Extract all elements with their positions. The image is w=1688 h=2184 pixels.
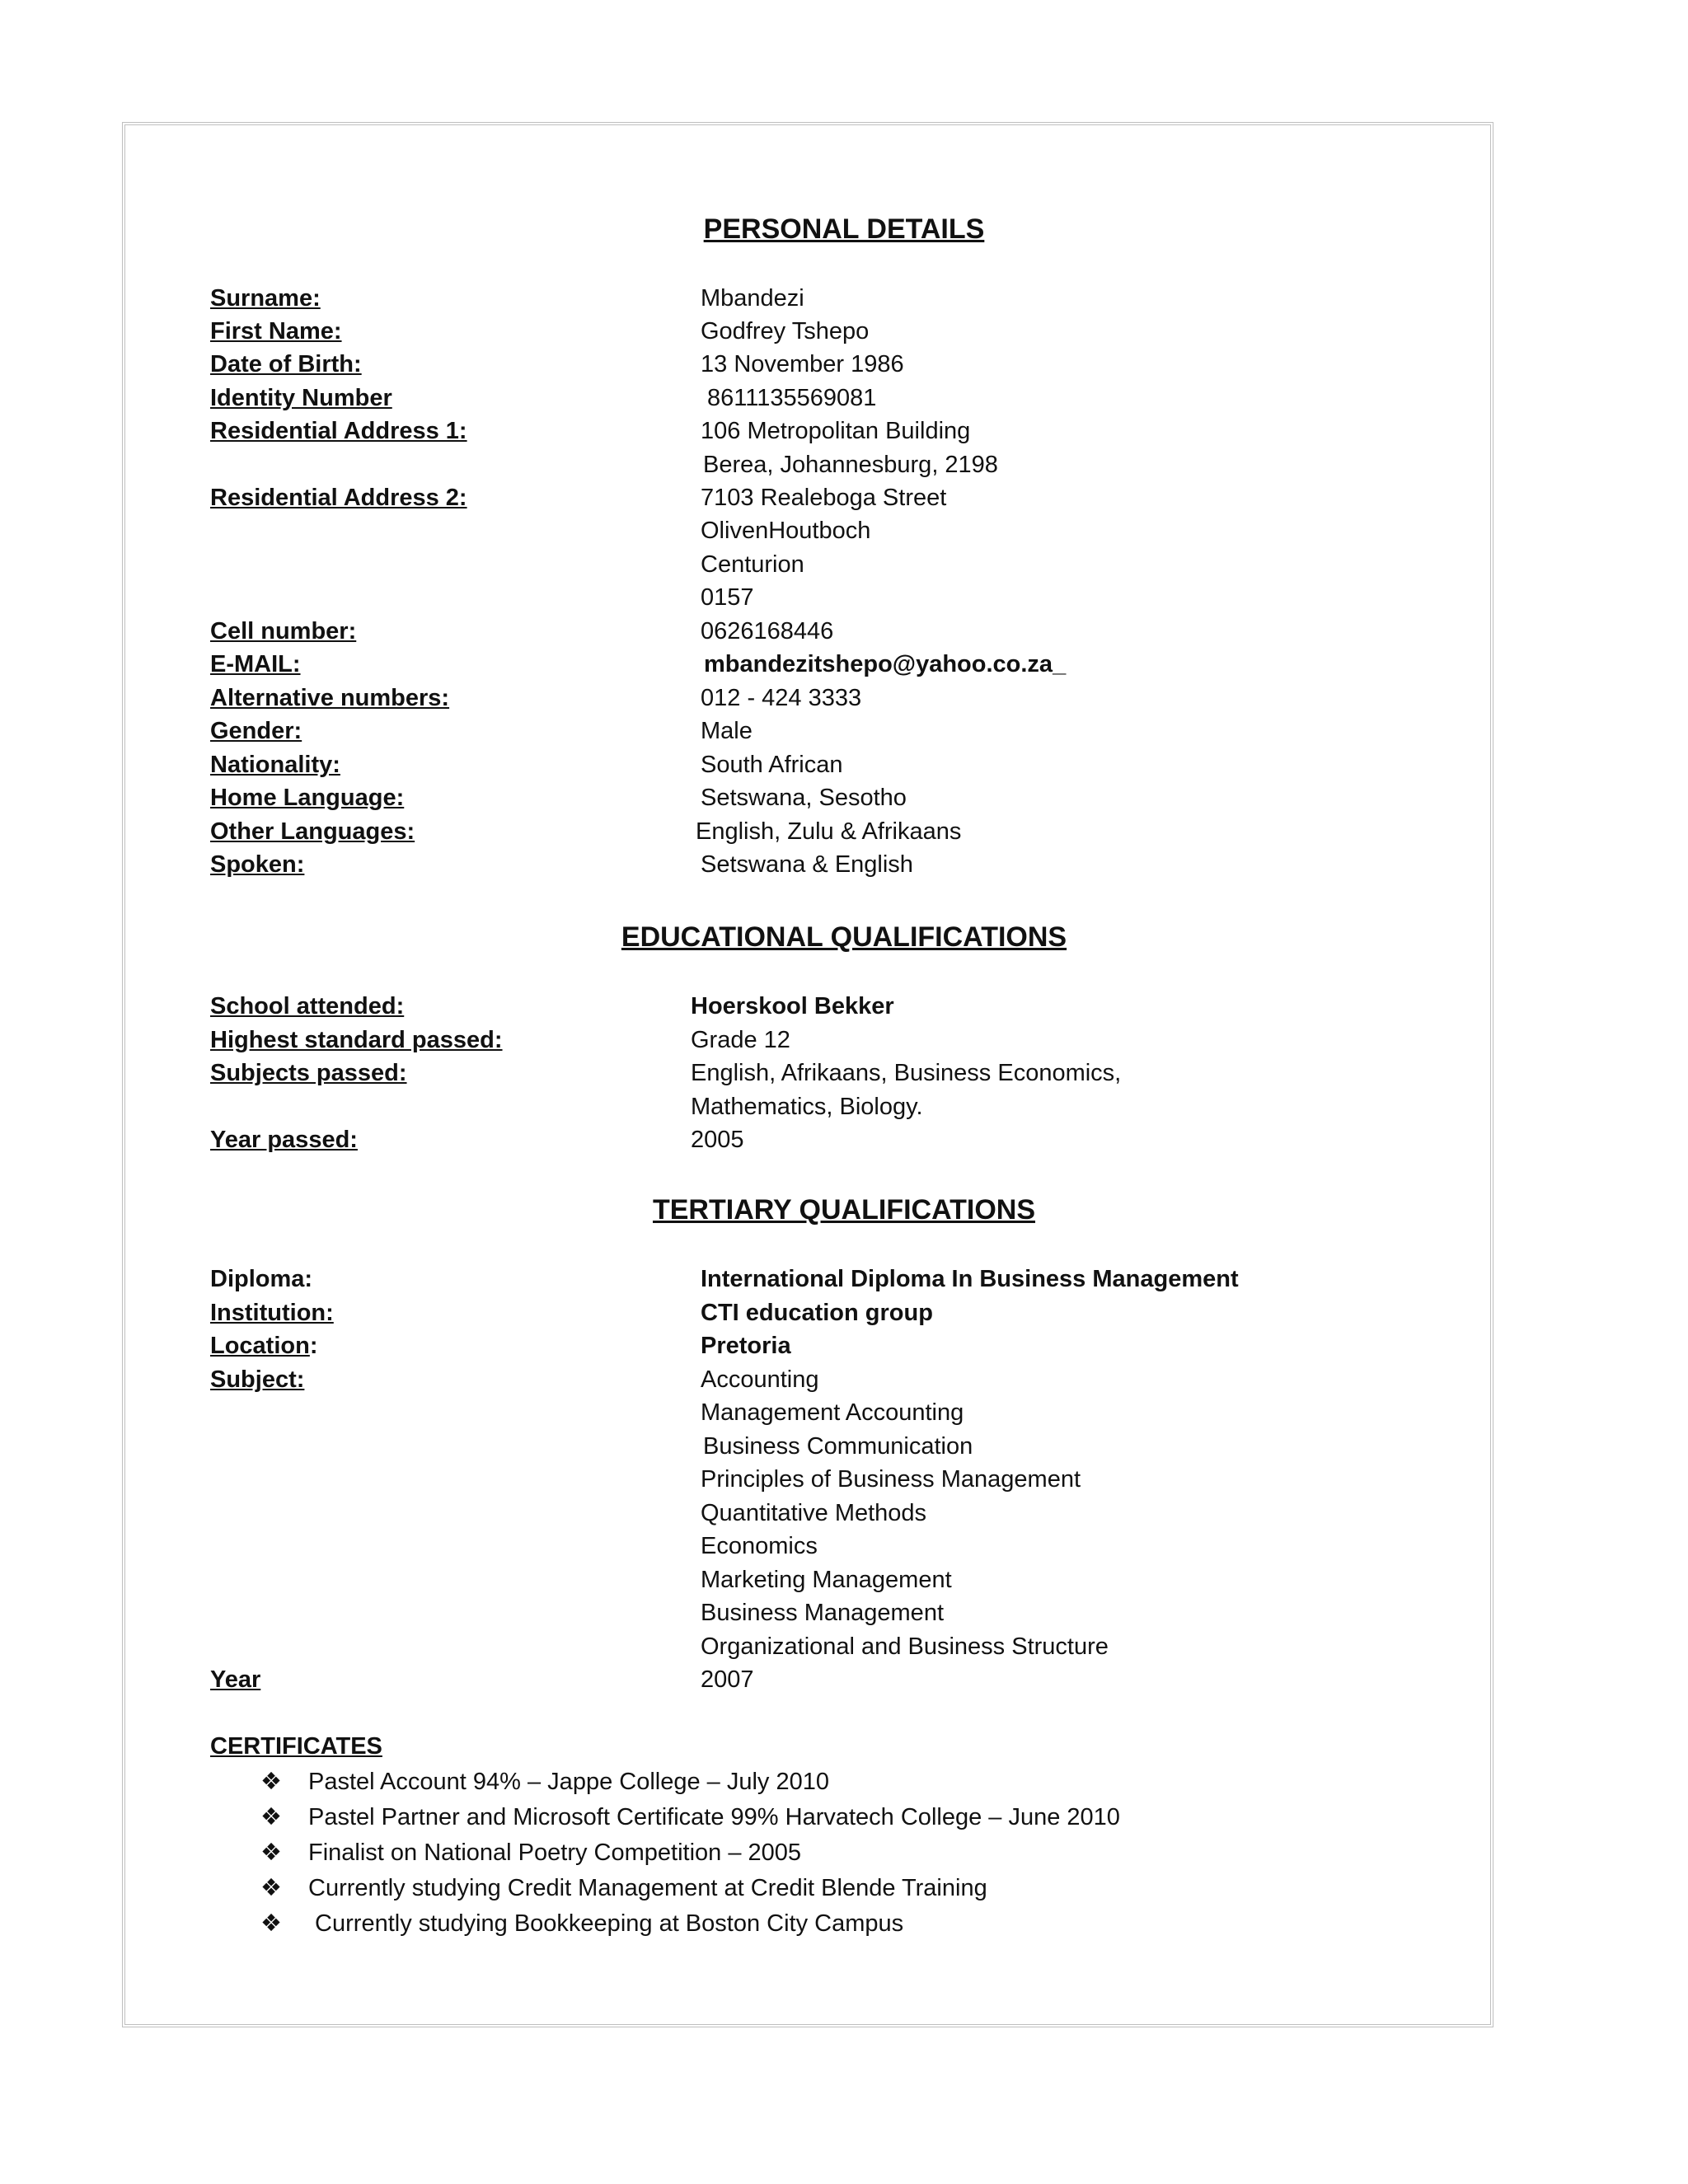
first-name-label: First Name: (210, 318, 342, 344)
tertiary-year-value: 2007 (701, 1666, 754, 1693)
location-label: Location: (210, 1333, 318, 1359)
home-language-value: Setswana, Sesotho (701, 785, 907, 811)
year-passed-label: Year passed: (210, 1127, 358, 1153)
spoken-value: Setswana & English (701, 851, 913, 878)
cell-label: Cell number: (210, 618, 357, 644)
certificate-item: Finalist on National Poetry Competition – 2005 (308, 1840, 802, 1866)
education-heading: EDUCATIONAL QUALIFICATIONS (621, 921, 1067, 953)
diploma-label: Diploma: (210, 1266, 313, 1292)
subject-item: Organizational and Business Structure (701, 1633, 1109, 1660)
address2-label: Residential Address 2: (210, 485, 467, 511)
personal-details-heading: PERSONAL DETAILS (703, 213, 985, 245)
dob-value: 13 November 1986 (701, 351, 904, 377)
certificate-item: Currently studying Bookkeeping at Boston City Campus (308, 1910, 904, 1937)
subject-item: Economics (701, 1533, 818, 1559)
certificates-heading: CERTIFICATES (210, 1733, 382, 1760)
diploma-value: International Diploma In Business Management (701, 1266, 1239, 1292)
year-passed-value: 2005 (691, 1127, 744, 1153)
home-language-label: Home Language: (210, 785, 405, 811)
email-value: mbandezitshepo@yahoo.co.za_ (704, 651, 1067, 677)
subject-item: Business Communication (703, 1433, 973, 1460)
diamond-bullet-icon: ❖ (260, 1875, 282, 1901)
diamond-bullet-icon: ❖ (260, 1840, 282, 1866)
subject-item: Quantitative Methods (701, 1500, 927, 1526)
location-value: Pretoria (701, 1333, 791, 1359)
first-name-value: Godfrey Tshepo (701, 318, 870, 344)
subject-item: Accounting (701, 1366, 819, 1393)
institution-value: CTI education group (701, 1300, 933, 1326)
cell-value: 0626168446 (701, 618, 834, 644)
other-languages-value: English, Zulu & Afrikaans (696, 818, 962, 845)
address1-line: Berea, Johannesburg, 2198 (703, 452, 998, 478)
subject-item: Business Management (701, 1600, 944, 1626)
subject-item: Management Accounting (701, 1399, 964, 1426)
address2-line: OlivenHoutboch (701, 518, 871, 544)
standard-label: Highest standard passed: (210, 1027, 503, 1053)
diamond-bullet-icon: ❖ (260, 1804, 282, 1830)
subject-label: Subject: (210, 1366, 305, 1393)
diamond-bullet-icon: ❖ (260, 1769, 282, 1795)
address1-line: 106 Metropolitan Building (701, 418, 971, 444)
email-label: E-MAIL: (210, 651, 301, 677)
address2-line: Centurion (701, 551, 804, 578)
school-value: Hoerskool Bekker (691, 993, 894, 1019)
subjects-passed-label: Subjects passed: (210, 1060, 407, 1086)
subject-item: Principles of Business Management (701, 1466, 1081, 1493)
gender-value: Male (701, 718, 753, 744)
address1-label: Residential Address 1: (210, 418, 467, 444)
id-label: Identity Number (210, 385, 392, 411)
dob-label: Date of Birth: (210, 351, 362, 377)
surname-label: Surname: (210, 285, 321, 312)
certificate-item: Pastel Account 94% – Jappe College – July 2010 (308, 1769, 829, 1795)
subjects-passed-line: Mathematics, Biology. (691, 1094, 923, 1120)
subject-item: Marketing Management (701, 1567, 952, 1593)
certificate-item: Currently studying Credit Management at Credit Blende Training (308, 1875, 987, 1901)
alt-numbers-label: Alternative numbers: (210, 685, 450, 711)
school-label: School attended: (210, 993, 405, 1019)
address2-line: 0157 (701, 584, 754, 611)
institution-label: Institution: (210, 1300, 334, 1326)
tertiary-year-label: Year (210, 1666, 261, 1693)
tertiary-heading: TERTIARY QUALIFICATIONS (652, 1194, 1036, 1226)
standard-value: Grade 12 (691, 1027, 790, 1053)
surname-value: Mbandezi (701, 285, 804, 312)
other-languages-label: Other Languages: (210, 818, 415, 845)
diamond-bullet-icon: ❖ (260, 1910, 282, 1937)
address2-line: 7103 Realeboga Street (701, 485, 947, 511)
id-value: 8611135569081 (707, 385, 877, 411)
nationality-label: Nationality: (210, 752, 340, 778)
nationality-value: South African (701, 752, 843, 778)
subjects-passed-line: English, Afrikaans, Business Economics, (691, 1060, 1122, 1086)
spoken-label: Spoken: (210, 851, 305, 878)
gender-label: Gender: (210, 718, 302, 744)
certificate-item: Pastel Partner and Microsoft Certificate 99% Harvatech College – June 2010 (308, 1804, 1120, 1830)
alt-numbers-value: 012 - 424 3333 (701, 685, 862, 711)
